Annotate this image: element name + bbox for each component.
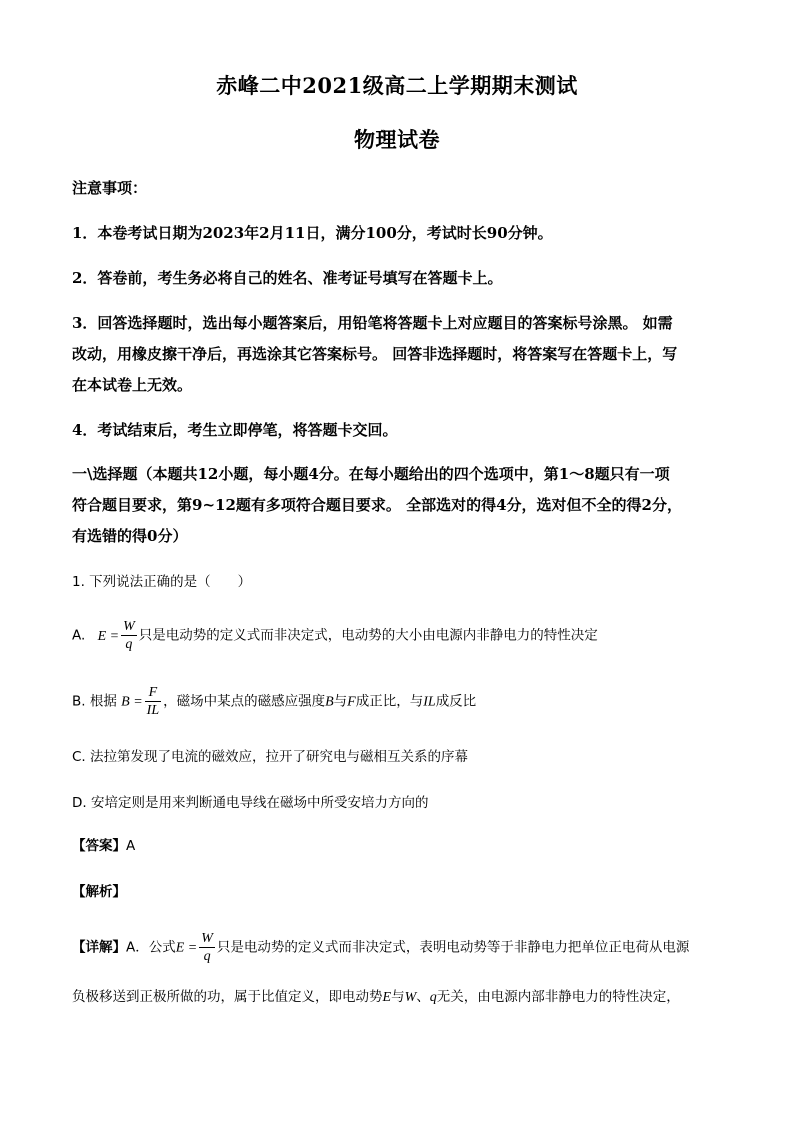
detail-line-1 <box>72 930 689 965</box>
option-b-text-1: ，磁场中某点的磁感应强度 <box>163 693 326 710</box>
answer-line <box>72 834 135 854</box>
notice-heading: 注意事项： <box>72 179 148 197</box>
section-instructions-line-1: 一\选择题（本题共12小题，每小题4分。在每小题给出的四个选项中，第1～8题只有一项 <box>72 465 670 483</box>
option-a-fraction-denominator: q <box>125 637 133 652</box>
detail-prefix: A．公式 <box>126 939 176 956</box>
option-b-fraction-denominator: IL <box>146 703 160 718</box>
option-b-text-2: 与 <box>333 693 348 710</box>
detail-line-2-a: 负极移送到正极所做的功，属于比值定义，即电动势 <box>72 989 383 1005</box>
question-1-stem: 1. 下列说法正确的是（ ） <box>72 574 252 590</box>
page-title: 赤峰二中2021级高二上学期期末测试 <box>216 73 578 98</box>
option-b-label: B. 根据 <box>72 693 117 710</box>
notice-item-2: 2．答卷前，考生务必将自己的姓名、准考证号填写在答题卡上。 <box>72 269 503 287</box>
analysis-line <box>72 880 126 900</box>
question-1-option-d: D. 安培定则是用来判断通电导线在磁场中所受安培力方向的 <box>72 795 429 811</box>
detail-formula-lhs: E = <box>175 940 198 956</box>
option-b-text-4: 成反比 <box>435 693 477 710</box>
analysis-tag: 【解析】 <box>72 884 126 900</box>
detail-var-w: W <box>404 990 417 1005</box>
detail-fraction-numerator: W <box>201 931 213 946</box>
question-1-option-b <box>72 684 476 719</box>
detail-line-2 <box>72 985 680 1006</box>
option-b-formula-lhs: B = <box>121 694 143 710</box>
option-a-label: A. <box>72 627 86 644</box>
detail-line-2-c: 、 <box>416 989 430 1005</box>
option-a-fraction <box>121 618 137 653</box>
section-instructions-line-2: 符合题目要求，第9~12题有多项符合题目要求。 全部选对的得4分，选对但不全的得2分， <box>72 496 682 514</box>
question-1-option-c: C. 法拉第发现了电流的磁效应，拉开了研究电与磁相互关系的序幕 <box>72 749 469 765</box>
notice-item-3-line-1: 3．回答选择题时，选出每小题答案后，用铅笔将答题卡上对应题目的答案标号涂黑。 如需 <box>72 314 673 332</box>
option-b-fraction <box>145 684 161 719</box>
detail-fraction <box>199 930 215 965</box>
option-b-text-3: 成正比，与 <box>355 693 424 710</box>
page-subtitle: 物理试卷 <box>354 127 440 152</box>
detail-line-2-b: 与 <box>391 989 405 1005</box>
option-b-var-f: F <box>347 694 356 710</box>
detail-var-q: q <box>429 990 437 1005</box>
notice-item-3-line-3: 在本试卷上无效。 <box>72 376 193 394</box>
notice-item-3-line-2: 改动，用橡皮擦干净后，再选涂其它答案标号。 回答非选择题时，将答案写在答题卡上，写 <box>72 345 678 363</box>
detail-var-e: E <box>382 990 392 1005</box>
option-b-var-il: IL <box>423 694 436 710</box>
section-instructions-line-3: 有选错的得0分） <box>72 527 188 545</box>
option-a-formula-lhs: E = <box>97 628 120 644</box>
option-b-var-b: B <box>325 694 334 710</box>
detail-text-1: 只是电动势的定义式而非决定式，表明电动势等于非静电力把单位正电荷从电源 <box>216 939 690 956</box>
option-a-fraction-numerator: W <box>123 619 135 634</box>
detail-line-2-d: 无关，由电源内部非静电力的特性决定， <box>436 989 680 1005</box>
notice-item-4: 4．考试结束后，考生立即停笔，将答题卡交回。 <box>72 421 398 439</box>
question-1-option-a <box>72 618 598 653</box>
detail-fraction-denominator: q <box>203 949 211 964</box>
answer-tag: 【答案】 <box>72 838 126 854</box>
detail-tag: 【详解】 <box>72 939 126 956</box>
notice-item-1: 1．本卷考试日期为2023年2月11日，满分100分，考试时长90分钟。 <box>72 224 553 242</box>
option-b-fraction-numerator: F <box>145 684 161 702</box>
option-a-text: 只是电动势的定义式而非决定式，电动势的大小由电源内非静电力的特性决定 <box>138 627 598 644</box>
answer-value: A <box>126 838 136 854</box>
